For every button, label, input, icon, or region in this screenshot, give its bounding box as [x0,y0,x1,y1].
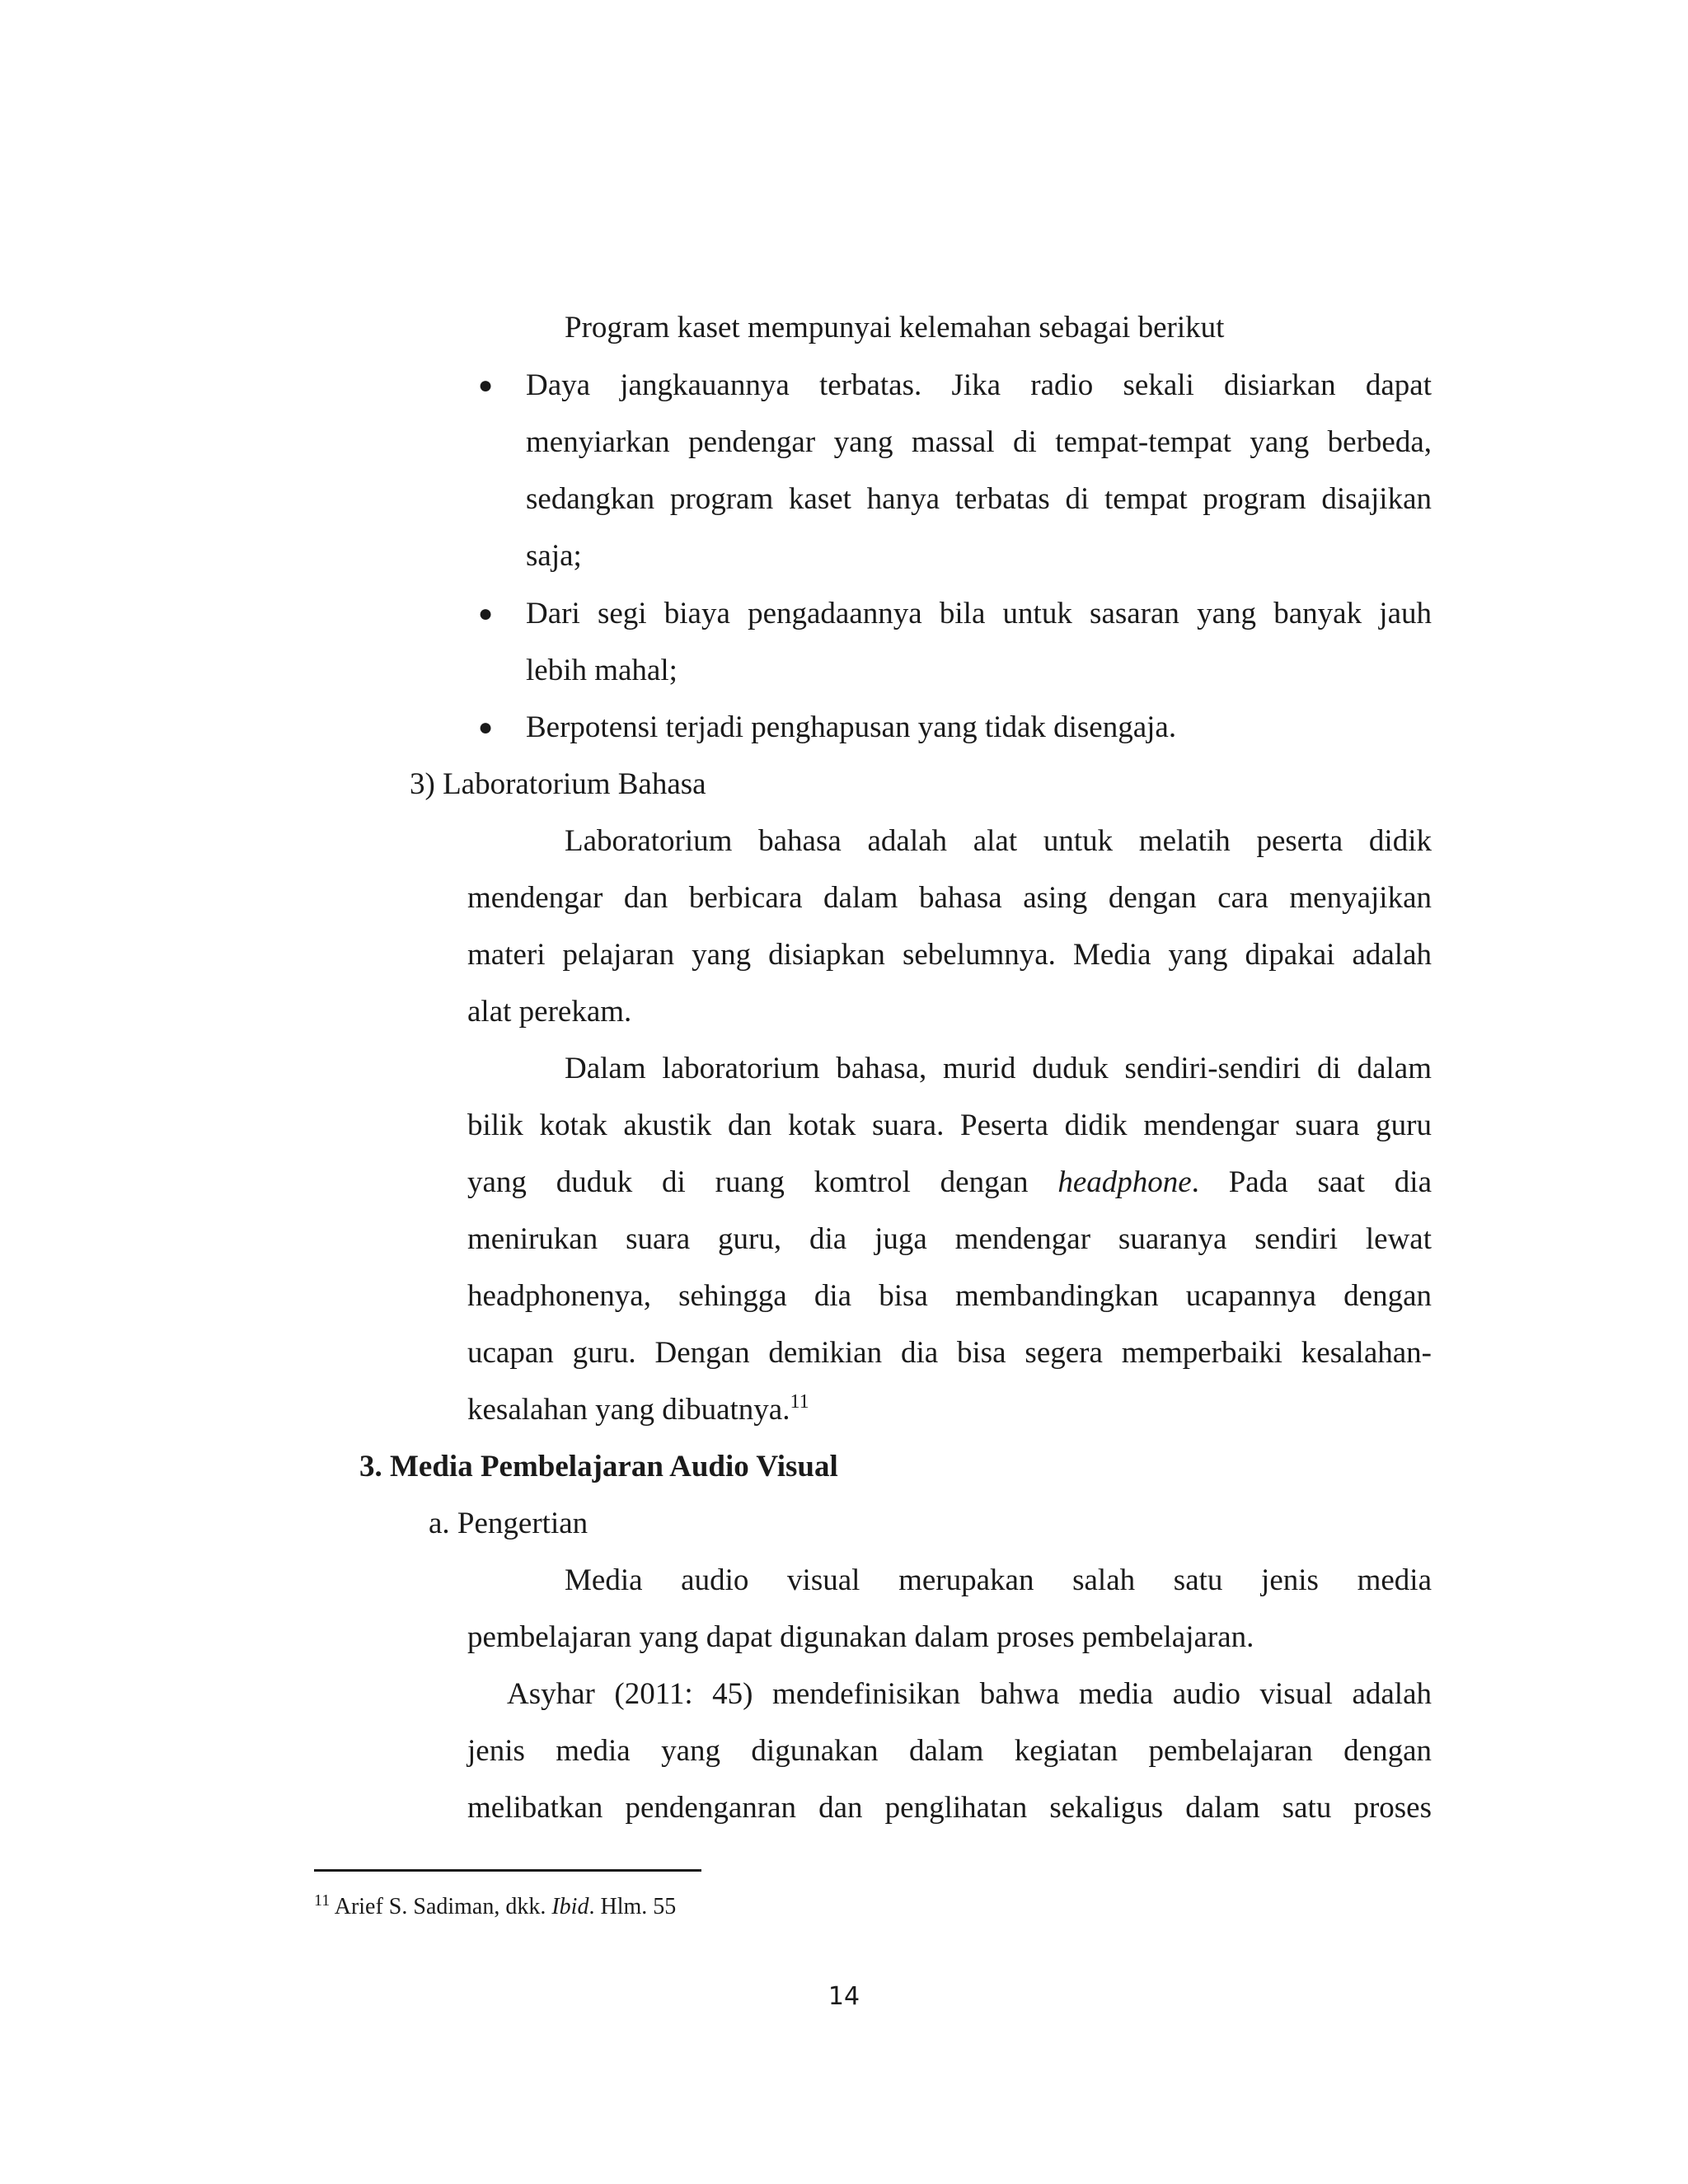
lab-para2-line-1: Dalam laboratorium bahasa, murid duduk sendiri-sendiri di dalam [565,1052,1432,1085]
footnote-divider [314,1869,701,1872]
bullet-1-line-2: menyiarkan pendengar yang massal di tempat-tempat yang berbeda, [526,425,1432,459]
intro-lead: Program kaset mempunyai kelemahan sebagai berikut [565,311,1225,344]
headphone-italic: headphone [1057,1165,1192,1199]
footnote-text-before: Arief S. Sadiman, dkk. [330,1894,552,1919]
footnote-ibid: Ibid [551,1894,589,1919]
lab-para2-line-6: ucapan guru. Dengan demikian dia bisa segera memperbaiki kesalahan- [467,1336,1432,1370]
lab-para2-line-7 [467,1391,809,1429]
av-para2-line-3: melibatkan pendenganran dan penglihatan sekaligus dalam satu proses [467,1791,1432,1825]
bullet-dot: ● [478,714,494,741]
page-number: 14 [828,1982,860,2011]
lab-para2-line-3 [467,1164,1432,1202]
bullet-2-line-1: Dari segi biaya pengadaannya bila untuk sasaran yang banyak jauh [526,597,1432,630]
lab-para1-line-3: materi pelajaran yang disiapkan sebelumnya. Media yang dipakai adalah [467,938,1432,972]
footnote-number: 11 [314,1891,331,1910]
footnote-text-after: . Hlm. 55 [588,1894,677,1919]
lab-para2-line-5: headphonenya, sehingga dia bisa membandingkan ucapannya dengan [467,1279,1432,1313]
lab-heading: 3) Laboratorium Bahasa [410,767,706,801]
lab-para1-line-1: Laboratorium bahasa adalah alat untuk melatih peserta didik [565,824,1432,858]
bullet-dot: ● [478,372,494,399]
lab-para2-line-2: bilik kotak akustik dan kotak suara. Peserta didik mendengar suara guru [467,1108,1432,1142]
bullet-dot: ● [478,600,494,627]
lab-para2-line-4: menirukan suara guru, dia juga mendengar suaranya sendiri lewat [467,1222,1432,1256]
lab-para1-line-2: mendengar dan berbicara dalam bahasa asing dengan cara menyajikan [467,881,1432,915]
bullet-1-line-4: saja; [526,539,582,573]
av-subheading: a. Pengertian [429,1507,588,1540]
lab-para1-line-4: alat perekam. [467,995,632,1029]
footnote-ref: 11 [790,1391,809,1413]
bullet-3-line-1: Berpotensi terjadi penghapusan yang tidak disengaja. [526,710,1177,744]
bullet-1-line-1: Daya jangkauannya terbatas. Jika radio sekali disiarkan dapat [526,368,1432,402]
lab-para2-line-3-after: . Pada saat dia [1191,1165,1432,1199]
footnote [314,1892,676,1922]
bullet-2-line-2: lebih mahal; [526,654,678,687]
av-para1-line-2: pembelajaran yang dapat digunakan dalam proses pembelajaran. [467,1620,1254,1654]
av-para2-line-1: Asyhar (2011: 45) mendefinisikan bahwa media audio visual adalah [507,1677,1432,1711]
av-para2-line-2: jenis media yang digunakan dalam kegiatan pembelajaran dengan [467,1734,1432,1768]
lab-para2-line-7-text: kesalahan yang dibuatnya. [467,1393,790,1427]
av-heading: 3. Media Pembelajaran Audio Visual [359,1450,838,1483]
bullet-1-line-3: sedangkan program kaset hanya terbatas di tempat program disajikan [526,482,1432,516]
lab-para2-line-3-before: yang duduk di ruang komtrol dengan [467,1165,1058,1199]
av-para1-line-1: Media audio visual merupakan salah satu jenis media [565,1563,1432,1597]
